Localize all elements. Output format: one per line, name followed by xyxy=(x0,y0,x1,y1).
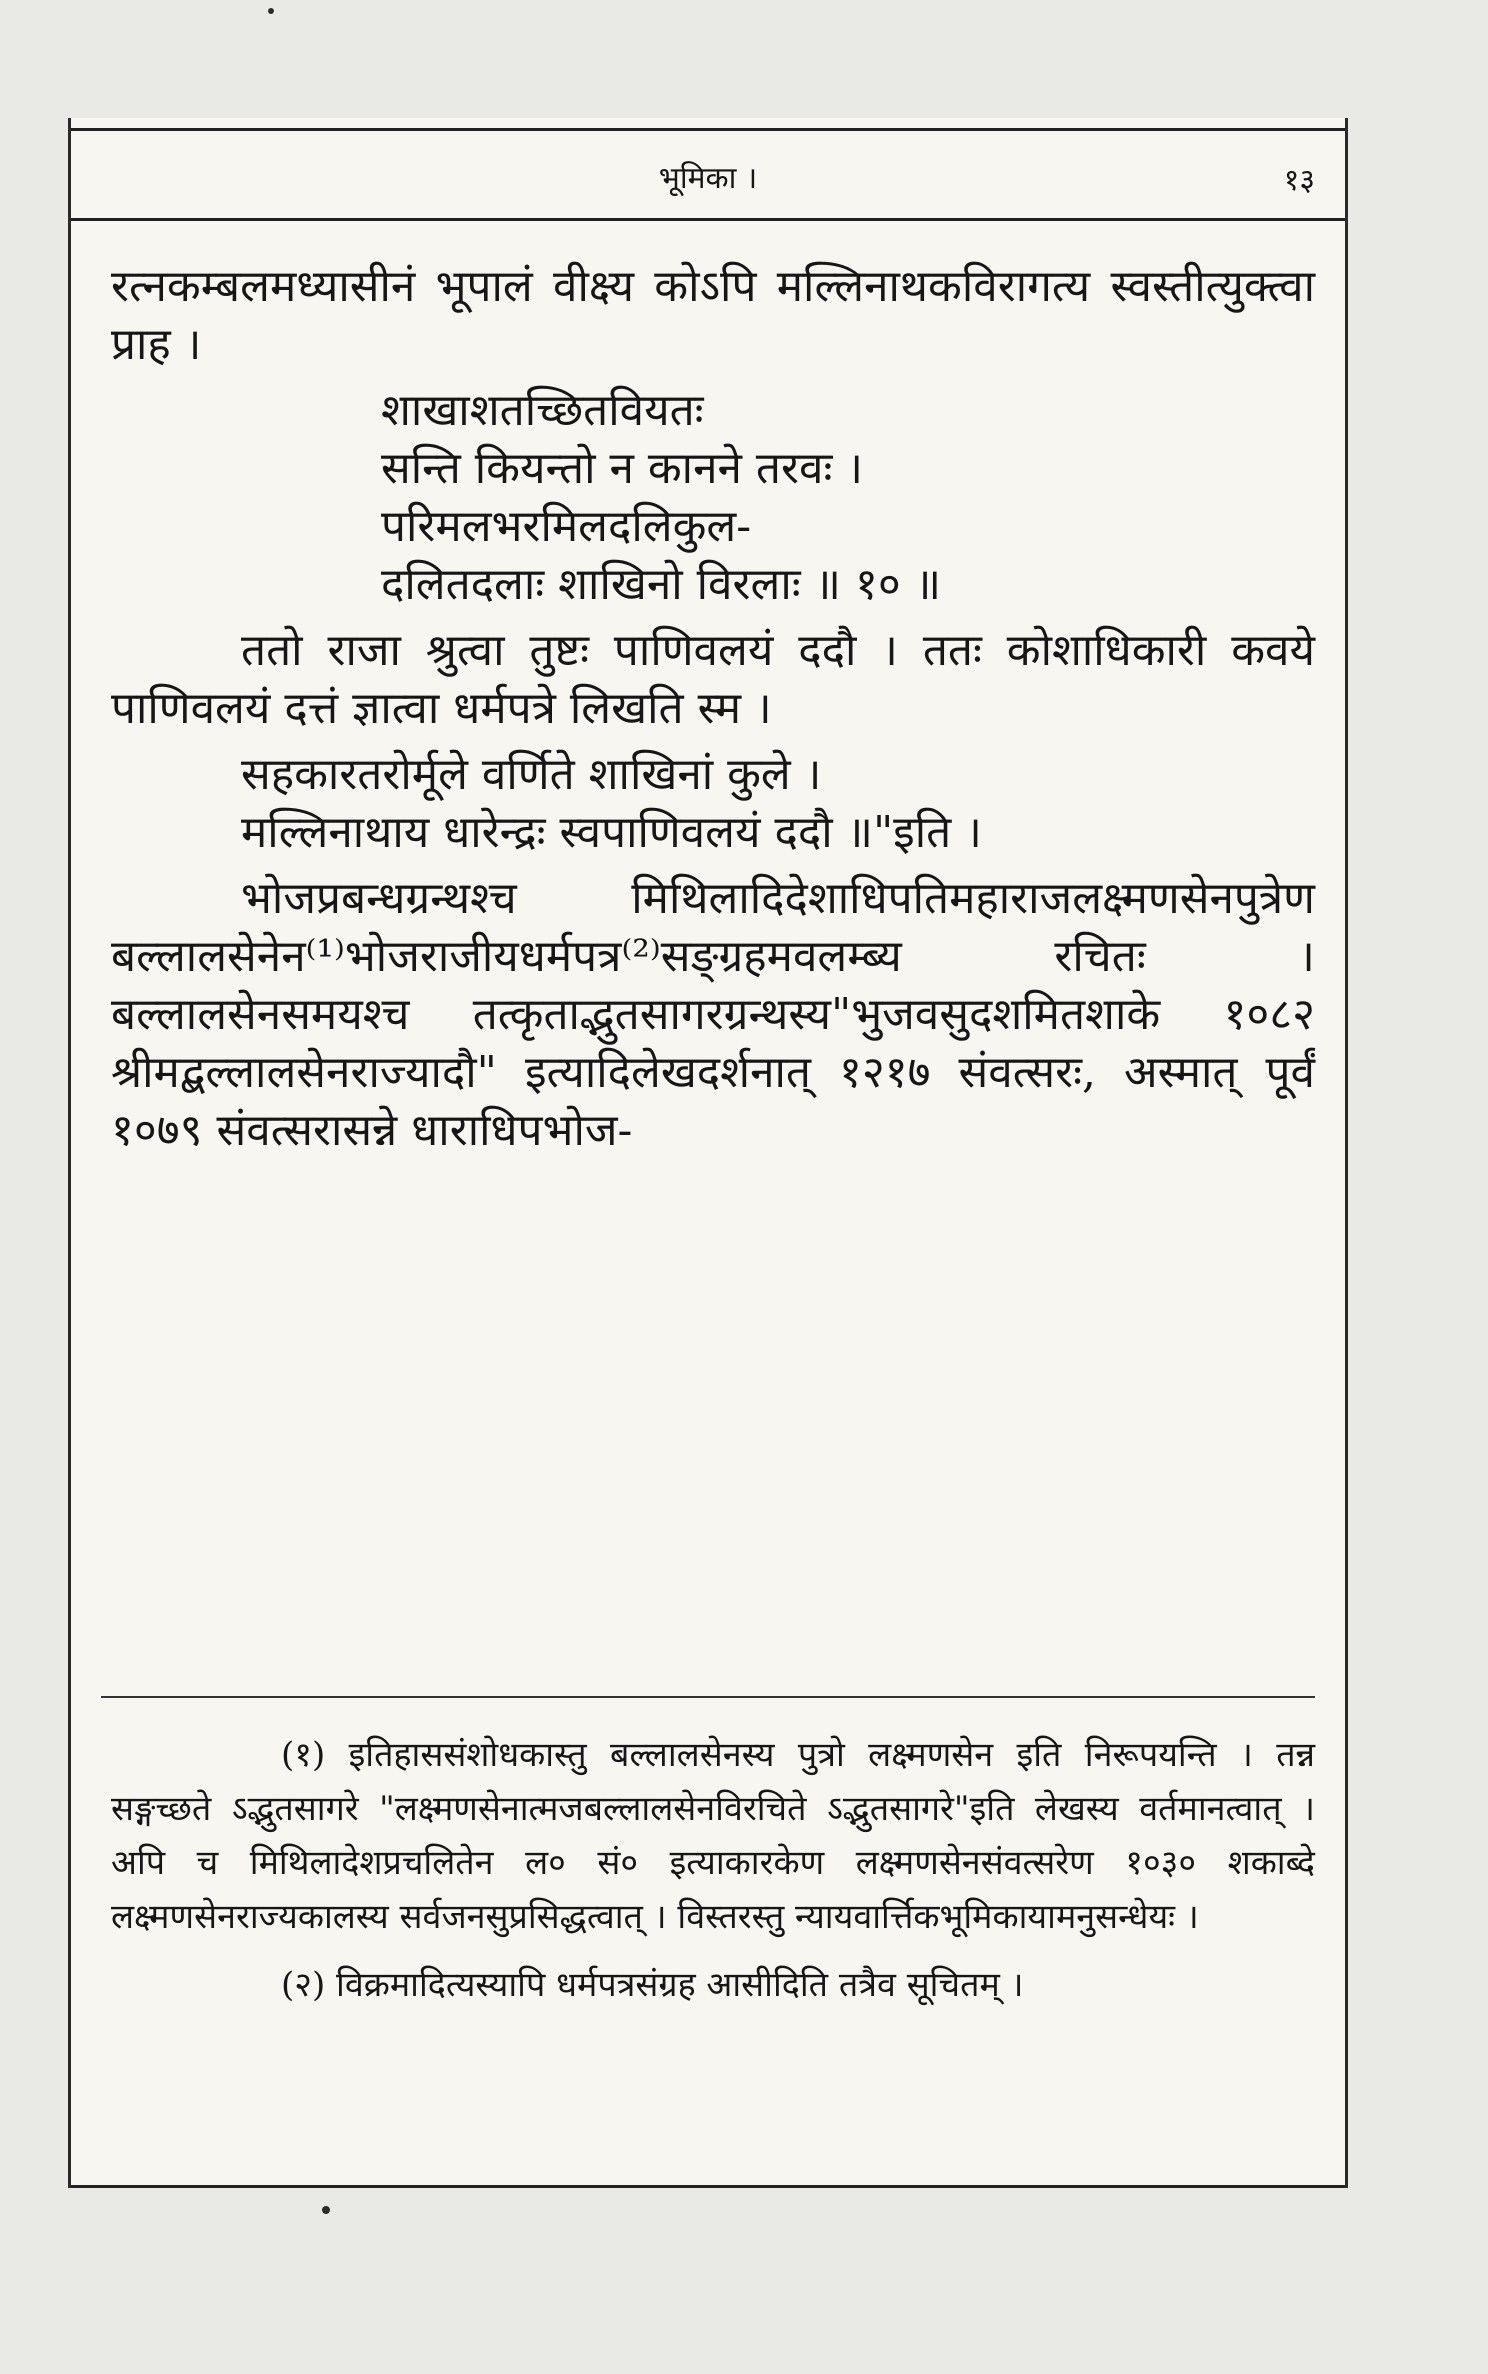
paragraph-2: ततो राजा श्रुत्वा तुष्टः पाणिवलयं ददौ । ततः कोशाधिकारी कवये पाणिवलयं दत्तं ज्ञात्वा धर्मपत्रे लिखति स्म । xyxy=(111,625,1315,734)
print-speck xyxy=(322,2206,330,2214)
footnote-1: (१) इतिहाससंशोधकास्तु बल्लालसेनस्य पुत्रो लक्ष्मणसेन इति निरूपयन्ति । तन्न सङ्गच्छते ऽद्भुतसागरे "लक्ष्मणसेनात्मजबल्लालसेनविरचिते ऽद्भुतसागरे"इति लेखस्य वर्तमानत्वात् । अपि च मिथिलादेशप्रचलितेन ल० सं० इत्याकारकेण लक्ष्मणसेनसंवत्सरेण १०३० शकाब्दे लक्ष्मणसेनराज्यकालस्य सर्वजनसुप्रसिद्धत्वात् । विस्तरस्तु न्यायवार्त्तिकभूमिकायामनुसन्धेयः । xyxy=(111,1735,1315,1937)
verse-1-line-3: परिमलभरमिलदलिकुल- xyxy=(381,501,752,552)
header-rule xyxy=(71,218,1345,221)
verse-1-line-2: सन्ति कियन्तो न कानने तरवः । xyxy=(381,443,863,494)
book-page xyxy=(68,118,1348,2188)
print-speck xyxy=(268,8,274,14)
footnote-separator xyxy=(101,1696,1315,1698)
top-border-rule xyxy=(71,128,1345,131)
verse-2-line-2: मल्लिनाथाय धारेन्द्रः स्वपाणिवलयं ददौ ॥"इति । xyxy=(241,807,982,858)
verse-1-line-4: दलितदलाः शाखिनो विरलाः ॥ १० ॥ xyxy=(381,559,942,610)
verse-1-line-1: शाखाशतच्छितवियतः xyxy=(381,385,704,436)
footnote-2: (२) विक्रमादित्यस्यापि धर्मपत्रसंग्रह आसीदिति तत्रैव सूचितम् । xyxy=(281,1965,1024,2005)
verse-2-line-1: सहकारतरोर्मूले वर्णिते शाखिनां कुले । xyxy=(241,749,822,800)
paragraph-3: भोजप्रबन्धग्रन्थश्च मिथिलादिदेशाधिपतिमहाराजलक्ष्मणसेनपुत्रेण बल्लालसेनेन⁽¹⁾भोजराजीयधर्मपत्र⁽²⁾सङ्ग्रहमवलम्ब्य रचितः । बल्लालसेनसमयश्च तत्कृताद्भुतसागरग्रन्थस्य"भुजवसुदशमितशाके १०८२ श्रीमद्बल्लालसेनराज्यादौ" इत्यादिलेखदर्शनात् १२१७ संवत्सरः, अस्मात् पूर्वं १०७९ संवत्सरासन्ने धाराधिपभोज- xyxy=(111,873,1315,1156)
footnotes xyxy=(111,1728,1315,2026)
paragraph-1: रत्नकम्बलमध्यासीनं भूपालं वीक्ष्य कोऽपि मल्लिनाथकविरागत्य स्वस्तीत्युक्त्वा प्राह । xyxy=(111,261,1315,370)
page-number: १३ xyxy=(1283,163,1315,198)
verse-2 xyxy=(241,746,1315,862)
bottom-border-rule xyxy=(71,2185,1345,2188)
running-head: भूमिका । xyxy=(658,161,758,196)
main-text xyxy=(111,258,1315,1160)
verse-1 xyxy=(381,382,1315,614)
